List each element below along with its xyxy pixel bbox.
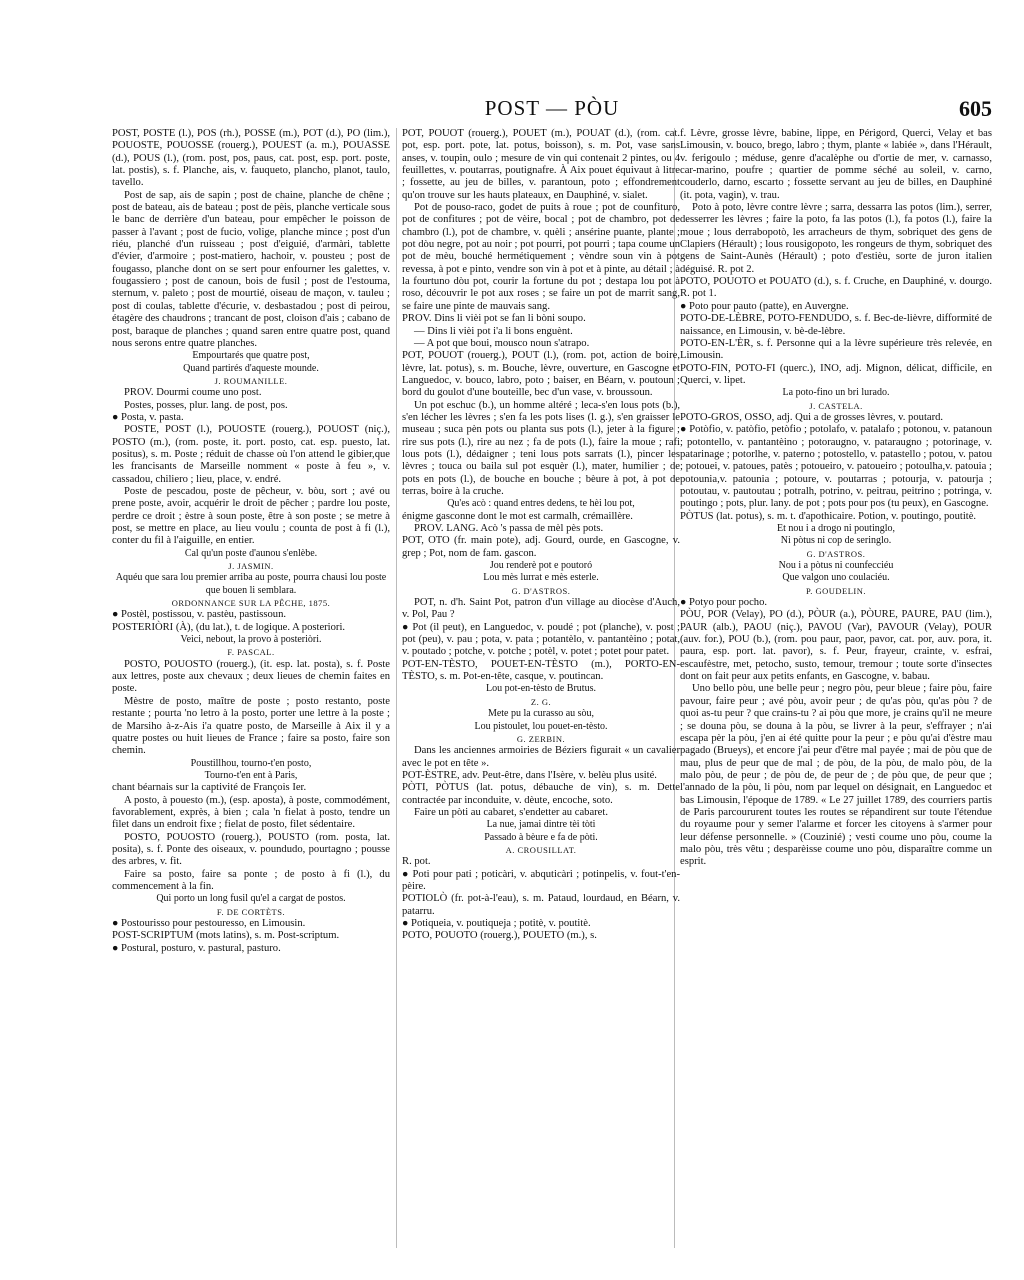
dictionary-entry: PÒU, POR (Velay), PO (d.), PÒUR (a.), PÒURE, PAURE, PAU (lim.), PAUR (alb.), PAOU (niç.), PAVOU (Var), PAVOUR (Velay), POUR (auv. for.), POU (b.), (rom. pou paur, paor, pavor, cat. por, auv. pora, it. paura, esp. port. lat. pavor), s. f. Peur, frayeur, crainte, v. esfrai, escaufèstre, met, petocho, susto, temour, tremour ; toute sorte d'insectes dont on fait peur aux petits enfants, en Gascogne, v. babau. — [680, 609, 992, 683]
quotation-line: La nue, jamai dintre tèi tòti — [486, 819, 596, 831]
dictionary-entry: POTO, POUOTO et POUATO (d.), s. f. Cruche, en Dauphiné, v. dourgo. R. pot 1. — [680, 276, 992, 300]
quotation-line: Veici, nebout, la provo à posteriòri. — [180, 634, 322, 646]
quotation-line: Nou i a pòtus ni counfecciéu — [778, 560, 894, 572]
citation-source: F. PASCAL. — [227, 647, 275, 658]
dictionary-entry: Mèstre de posto, maître de poste ; posto restanto, poste restante ; pourta 'no letro à la posto, porter une lettre à la poste ; de Marsiho à-z-Ais i'a quatre posto, de Marseille à Aix il y a quatre postes ou huit lieues de France ; faire sa posto, faire son chemin. — [112, 695, 390, 757]
quotation-line: Empourtarés que quatre post, — [192, 350, 310, 362]
citation-source: J. CASTELA. — [809, 400, 863, 411]
page-number: 605 — [959, 96, 992, 121]
dictionary-entry: ● Posta, v. pasta. — [112, 411, 184, 423]
dictionary-entry: PÒTI, PÒTUS (lat. potus, débauche de vin), s. m. Dette contractée par inconduite, v. dèute, encoche, soto. — [402, 782, 680, 806]
dictionary-entry: ● Poto pour pauto (patte), en Auvergne. — [680, 300, 849, 312]
quotation-line: Qu'es acò : quand entres dedens, te hèi lou pot, — [447, 498, 635, 510]
dictionary-entry: Poste de pescadou, poste de pêcheur, v. bòu, sort ; avé ou prene poste, avoir, acquérir le droit de pêcher ; pardre lou poste, perdre ce droit ; èstre à soun poste, être à son poste ; se metre à post, se mettre en place, au lieu voulu ; counta de post à fi (l.), conter du fil à l'aiguille, en entier. — [112, 485, 390, 547]
dictionary-entry: ● Postèl, postissou, v. pastèu, pastissoun. — [112, 609, 287, 621]
dictionary-entry: POSTO, POUOSTO (rouerg.), (it. esp. lat. posta), s. f. Poste aux lettres, poste aux chevaux ; deux lieues de chemin faites en poste. — [112, 658, 390, 695]
dictionary-entry: chant béarnais sur la captivité de François Ier. — [112, 782, 307, 794]
citation-source: A. CROUSILLAT. — [505, 844, 577, 855]
dictionary-entry: Uno bello pòu, une belle peur ; negro pòu, peur bleue ; faire pòu, faire pavour, faire peur ; avé pòu, avoir peur ; de qu'as pòu, qu'as pòu ? de quoi as-tu peur ? que crains-tu ? ai pòu que more, je crains qu'il ne meure ; se douna pòu, se douna à la pòu, se livrer à la peur, s'effrayer ; n'ai escapa pèr la pòu, j'en ai été quitte pour la peur ; e pòu qu'ai d'èstre mau pagado (Brueys), et encore j'ai peur d'être mal payée ; mai de pòu que de mau, plus de peur que de mal ; de pòu, de la pòu, de malo pòu, de la malo pòu, de peur ; de pòu de, de peur de ; de pòu que, de peur que ; l'annado de la pòu, li pòu, nom par lequel on désignait, en Languedoc et bas Limousin, l'époque de 1789. « Le 27 juillet 1789, des courriers partis de Paris parcoururent toutes les routes se répandirent sur toute l'étendue du royaume pour y semer l'alarme et forcer les citoyens à s'armer pour leur défense personnelle. » (Couzinié) ; vesti coume uno pòu, coume la malo pòu, très vêtu ; desparèisse coume uno pòu, disparaître comme un esprit. — [680, 683, 992, 868]
quotation-line: Passado à bèure e fa de pòti. — [484, 831, 598, 843]
quotation-line: Et nou i a drogo ni poutinglo, — [776, 523, 896, 534]
dictionary-entry: Post de sap, ais de sapin ; post de chaine, planche de chêne ; post de bateau, ais de bateau ; post de pèis, planche verticale sous le banc de derrière d'un bateau, pour empêcher le poisson de passer à l'avant ; post de fucio, volige, planche mince ; post d'un riéu, planché d'un ruisseau ; post d'eiguié, d'armàri, tablette d'évier, d'armoire ; post-matiero, hachoir, v. pousteu ; post de fougasso, planche dont on se sert pour enfourner les galettes, v. fougassiero ; post de canoun, bois de fusil ; post de l'estouma, sternum, v. paleto ; post de mourtié, oiseau de maçon, v. tauleu ; post di coulas, tablette d'écurie, v. desbastadou ; post di peirou, étagère des chaudrons ; trancant de post, cloison d'ais ; cabano de post, baraque de planches ; quand saren entre quatre post, quand nous serons entre quatre planches. — [112, 189, 390, 349]
dictionary-entry: POTO, POUOTO (rouerg.), POUETO (m.), s. — [402, 930, 597, 942]
dictionary-entry: POT-ÈSTRE, adv. Peut-être, dans l'Isère, v. belèu plus usité. — [402, 769, 657, 781]
dictionary-entry: PROV. Dins li vièi pot se fan li bòni soupo. — [402, 313, 586, 325]
dictionary-entry: POSTERIÒRI (À), (du lat.), t. de logique. A posteriori. — [112, 621, 346, 633]
citation-source: G. D'ASTROS. — [511, 585, 571, 596]
citation-source: G. D'ASTROS. — [806, 548, 866, 559]
dictionary-entry: POST-SCRIPTUM (mots latins), s. m. Post-scriptum. — [112, 930, 340, 942]
dictionary-entry: POT, POUOT (rouerg.), POUT (l.), (rom. pot, action de boire, lèvre, lat. potus), s. m. Bouche, lèvre, ouverture, en Gascogne et Languedoc, v. bouco, labro, poto ; baiser, en Béarn, v. poutoun ; bord du goulot d'une bouteille, bec d'un vase, v. broussoun. — [402, 350, 680, 399]
quotation-line: Lou pistoulet, lou pouet-en-tèsto. — [474, 720, 608, 732]
dictionary-entry: POSTO, POUOSTO (rouerg.), POUSTO (rom. posta, lat. posita), s. f. Ponte des oiseaux, v. poundudo, pourtagno ; pousse des arbres, v. fit. — [112, 831, 390, 868]
quotation-line: Que valgon uno coulaciéu. — [782, 572, 890, 584]
dictionary-entry: Postes, posses, plur. lang. de post, pos. — [124, 399, 288, 411]
dictionary-entry: ● Potiqueia, v. poutiqueja ; potitè, v. poutitè. — [402, 918, 591, 929]
dictionary-entry: POTO-FIN, POTO-FI (querc.), INO, adj. Mignon, délicat, difficile, en Querci, v. lipet. — [680, 362, 992, 386]
citation-source: F. DE CORTÈTS. — [216, 906, 286, 917]
dictionary-entry: — Dins li vièi pot i'a li bons enguènt. — [414, 325, 573, 337]
dictionary-entry: énigme gasconne dont le mot est carmalh, crémaillère. — [402, 510, 633, 522]
citation-source: ORDONNANCE SUR LA PÊCHE, 1875. — [171, 598, 331, 609]
text-column-1 — [112, 128, 390, 1253]
text-column-2 — [402, 128, 680, 1253]
quotation-line: Cal qu'un poste d'aunou s'enlèbe. — [184, 547, 318, 559]
citation-source: G. ZERBIN. — [516, 733, 566, 744]
quotation-line: Poustillhou, tourno-t'en posto, — [190, 757, 312, 769]
quotation-line: Mete pu la curasso au sòu, — [487, 708, 595, 720]
dictionary-entry: Dans les anciennes armoiries de Béziers figurait « un cavalier avec le pot en tête ». — [402, 745, 680, 769]
dictionary-entry: ● Poti pour pati ; poticàri, v. abquticàri ; potinpelis, v. fout-t'en-pèire. — [402, 868, 680, 892]
quotation-line: Jou renderè pot e poutoró — [489, 560, 593, 572]
quotation-line: Lou pot-en-tèsto de Brutus. — [486, 683, 596, 695]
dictionary-entry: PÒTUS (lat. potus), s. m. t. d'apothicaire. Potion, v. poutingo, poutitè. — [680, 510, 977, 522]
dictionary-entry: POST, POSTE (l.), POS (rh.), POSSE (m.), POT (d.), PO (lim.), POUOSTE, POUOSSE (rouerg.), POUEST (a. m.), POUASSE (d.), POUS (l.), (rom. post, pos, paus, cat. post, esp. port. poste, lat. postis), s. f. Planche, ais, v. fauqueto, plancho, planot, taulo, tavello. — [112, 128, 390, 189]
dictionary-entry: POTO-DE-LÈBRE, POTO-FENDUDO, s. f. Bec-de-lièvre, difformité de naissance, en Limousin, v. bè-de-lèbre. — [680, 313, 992, 337]
citation-source: Z. G. — [530, 696, 552, 707]
dictionary-entry: POT-EN-TÈSTO, POUET-EN-TÈSTO (m.), PORTO-EN-TÈSTO, s. m. Pot-en-tête, casque, v. poutincan. — [402, 658, 680, 683]
dictionary-entry: PROV. Dourmi coume uno post. — [124, 387, 262, 399]
dictionary-entry: Pot de pouso-raco, godet de puits à roue ; pot de counfituro, pot de confitures ; pot de vèire, bocal ; pot de chambro, pot de chambro (l.), pot de chambre, v. quèli ; ansérine puante, plante ; pot dòu negre, pot au noir ; pot pourri, pot pourri ; tapa coume un pot de mèu, bouché hermétiquement ; vèndre soun vin à pot revessa, à pot e pinto, vendre son vin à pot et à pinte, au détail ; à la fourtuno dòu pot, courir la fortune du pot ; destapa lou pot à roso, découvrir le pot aux roses ; se faire un pot de marrit sang, se faire une pinte de mauvais sang. — [402, 202, 680, 312]
quotation-line: Ni pòtus ni cop de seringlo. — [780, 535, 892, 547]
dictionary-entry: ● Potòfio, v. patòfio, petòfio ; potolafo, v. patalafo ; potonou, v. patanoun ; potontello, v. pantantèino ; potoraugno, v. pataraugno ; potorinage, v. patarinage ; potorlhe, v. paterno ; potostello, v. patastello ; potou, v. patou ; potouei, v. patoues, patès ; potoueiro, v. patoueiro ; potoulha,v. patouia ; potounia,v. patounia ; potoure, v. poutarras ; potourja, v. patourja ; potoutau, v. pautoutau ; potralh, potrino, v. peitrau, peitrino ; potringa, v. poutingo ; pots, plur. lany. de pot ; pots pour pos (tu peux), en Gascogne. — [680, 424, 992, 510]
dictionary-entry: R. pot. — [402, 856, 431, 868]
quotation-line: Lou mès lurrat e mès esterle. — [483, 572, 599, 584]
column-divider — [396, 128, 397, 1248]
citation-source: J. ROUMANILLE. — [214, 375, 288, 386]
dictionary-entry: PROV. LANG. Acò 's passa de mèl pès pots. — [414, 523, 604, 534]
dictionary-entry: Faire sa posto, faire sa ponte ; de posto à fi (l.), du commencement à la fin. — [112, 868, 390, 892]
dictionary-entry: ● Postural, posturo, v. pastural, pasturo. — [112, 942, 281, 954]
dictionary-entry: Faire un pòti au cabaret, s'endetter au cabaret. — [414, 806, 608, 818]
dictionary-entry: POTO-GROS, OSSO, adj. Qui a de grosses lèvres, v. poutard. — [680, 411, 944, 423]
dictionary-entry: f. Lèvre, grosse lèvre, babine, lippe, en Périgord, Querci, Velay et bas Limousin, v. bouco, brego, labro ; thym, plante « labiée », dans l'Hérault, v. ferigoulo ; méduse, genre d'acalèphe ou d'ortie de mer, v. carnasso, car-marino, poufre ; quartier de pomme séché au soleil, v. carno, couderlo, darno, escarto ; fossette servant au jeu de billes, en Dauphiné (it. pota, vagin), v. trau. — [680, 128, 992, 201]
dictionary-entry: POTO-EN-L'ÈR, s. f. Personne qui a la lèvre supérieure très relevée, en Limousin. — [680, 337, 992, 362]
dictionary-entry: Poto à poto, lèvre contre lèvre ; sarra, dessarra las potos (lim.), serrer, desserrer les lèvres ; faire la poto, fa las potos (l.), fa potos (l.), faire la moue ; lous derrabopotò, les arracheurs de thym, sobriquet des gens de Clapiers (Hérault) ; lous rousigopoto, les rongeurs de thym, sobriquet des gens de Saint-Aunès (Hérault) ; poto d'estièu, sorte de juron italien déguisé. R. pot 2. — [680, 202, 992, 275]
citation-source: J. JASMIN. — [228, 561, 274, 572]
quotation-line: Qui porto un long fusil qu'el a cargat de postos. — [156, 893, 346, 905]
running-head: POST — PÒU — [484, 96, 620, 120]
text-column-3 — [680, 128, 992, 1253]
quotation-line: Tourno-t'en ent à Paris, — [204, 769, 298, 781]
quotation-line: La poto-fino un bri lurado. — [782, 387, 890, 399]
dictionary-entry: POT, POUOT (rouerg.), POUET (m.), POUAT (d.), (rom. cat. pot, esp. port. pote, lat. potus, boisson), s. m. Pot, vase sans anses, v. toupin, oulo ; mesure de vin qui contenait 2 pintes, ou 4 feuillettes, v. poutarras, poutignafre. À Aix pouet équivaut à litre ; fossette, au jeu de billes, v. parantoun, poto ; effondrement qu'on trouve sur les hauts plateaux, en Dauphiné, v. sialet. — [402, 128, 680, 201]
dictionary-entry: ● Pot (il peut), en Languedoc, v. poudé ; pot (planche), v. post ; pot (peu), v. pau ; pota, v. pata ; potantèlo, v. pantantèino ; potat, v. poutado ; potche, v. potche ; potèl, v. potet ; potet pour patet. — [402, 621, 680, 658]
dictionary-entry: ● Postourisso pour pestouresso, en Limousin. — [112, 918, 306, 929]
page-header — [112, 96, 992, 126]
quotation-line: Quand partirés d'aqueste mounde. — [183, 362, 319, 374]
citation-source: P. GOUDELIN. — [805, 585, 867, 596]
dictionary-entry: ● Potyo pour pocho. — [680, 597, 768, 609]
dictionary-entry: Un pot eschuc (b.), un homme altéré ; leca-s'en lous pots (b.), s'en lécher les lèvres ; s'en fa les pots lises (l. g.), s'en graisser le museau ; suca pèn pots ou planta sus pots (l.), jeter à la figure ; rire sus pots (l.), rire au nez ; fa de pots (l.), faire la moue ; rafi lous pots (l.), dédaigner ; teni lous pots sarrats (l.), pincer les lèvres ; touca ou baila sul pot esquèr (l.), mater, humilier ; de pots en pots (l.), de bouche en bouche ; bèure à pot, à pot de terras, boire à la cruche. — [402, 399, 680, 497]
dictionary-entry: POT, OTO (fr. main pote), adj. Gourd, ourde, en Gascogne, v. grep ; Pot, nom de fam. gascon. — [402, 535, 680, 559]
dictionary-entry: — A pot que boui, mousco noun s'atrapo. — [414, 337, 590, 349]
dictionary-entry: POT, n. d'h. Saint Pot, patron d'un village au diocèse d'Auch, v. Pol, Pau ? — [402, 597, 680, 621]
quotation-line: Aquéu que sara lou premier arriba au poste, pourra chausi lou poste que bouen li semblara. — [115, 572, 387, 596]
dictionary-entry: POTIOLÒ (fr. pot-à-l'eau), s. m. Pataud, lourdaud, en Béarn, v. patarru. — [402, 893, 680, 917]
dictionary-entry: A posto, à pouesto (m.), (esp. aposta), à poste, commodément, favorablement, exprès, à bien ; cala 'n fielat à posto, tendre un filet dans un endroit fixe ; fielat de posto, filet sédentaire. — [112, 794, 390, 831]
dictionary-entry: POSTE, POST (l.), POUOSTE (rouerg.), POUOST (niç.), POSTO (m.), (rom. poste, it. port. posto, cat. esp. puesto, lat. positus), s. m. Poste ; réduit de chasse où l'on attend le gibier,que les francisants de Marseille nomment « poste à feu », v. cassadou, chiliero ; lieu, place, v. endré. — [112, 424, 390, 485]
